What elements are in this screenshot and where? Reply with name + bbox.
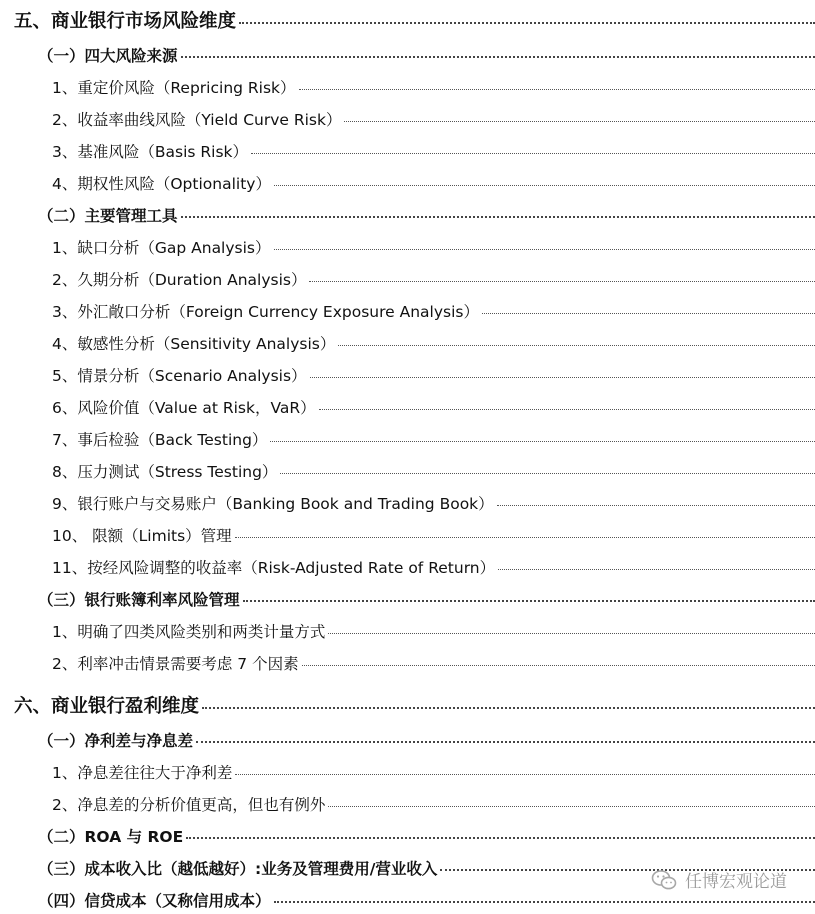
dot-leader: [270, 441, 815, 442]
toc-entry-text: （二）主要管理工具: [38, 207, 178, 225]
dot-leader: [328, 806, 815, 807]
chapter-heading[interactable]: [0, 692, 815, 718]
subsection-item[interactable]: [0, 300, 815, 322]
dot-leader: [482, 313, 815, 314]
dot-leader: [235, 537, 815, 538]
dot-leader: [235, 774, 815, 775]
subsection-item[interactable]: [0, 761, 815, 783]
dot-leader: [239, 22, 815, 24]
toc-entry-text: （一）四大风险来源: [38, 47, 178, 65]
chapter-heading[interactable]: [0, 7, 815, 33]
dot-leader: [280, 473, 815, 474]
subsection-item[interactable]: [0, 428, 815, 450]
dot-leader: [302, 665, 815, 666]
dot-leader: [186, 837, 815, 839]
subsection-item[interactable]: [0, 396, 815, 418]
toc-entry-text: 9、银行账户与交易账户（Banking Book and Trading Book）: [52, 495, 494, 513]
toc-entry-text: 6、风险价值（Value at Risk，VaR）: [52, 399, 316, 417]
section-heading[interactable]: [0, 825, 815, 847]
subsection-item[interactable]: [0, 172, 815, 194]
toc-entry-text: 1、明确了四类风险类别和两类计量方式: [52, 623, 326, 641]
dot-leader: [319, 409, 815, 410]
dot-leader: [274, 185, 815, 186]
subsection-item[interactable]: [0, 793, 815, 815]
toc-entry-text: 3、外汇敞口分析（Foreign Currency Exposure Analysis）: [52, 303, 479, 321]
section-heading[interactable]: [0, 44, 815, 66]
subsection-item[interactable]: [0, 652, 815, 674]
toc-entry-text: 4、敏感性分析（Sensitivity Analysis）: [52, 335, 336, 353]
subsection-item[interactable]: [0, 108, 815, 130]
dot-leader: [344, 121, 815, 122]
section-heading[interactable]: [0, 729, 815, 751]
subsection-item[interactable]: [0, 76, 815, 98]
dot-leader: [299, 89, 815, 90]
dot-leader: [338, 345, 815, 346]
dot-leader: [309, 281, 815, 282]
toc-entry-text: 7、事后检验（Back Testing）: [52, 431, 268, 449]
dot-leader: [251, 153, 815, 154]
toc-entry-text: （一）净利差与净息差: [38, 732, 194, 750]
section-heading[interactable]: [0, 204, 815, 226]
subsection-item[interactable]: [0, 460, 815, 482]
dot-leader: [243, 600, 815, 602]
subsection-item[interactable]: [0, 524, 815, 546]
watermark: [651, 867, 787, 892]
toc-entry-text: 五、商业银行市场风险维度: [14, 11, 237, 32]
toc-entry-text: 2、久期分析（Duration Analysis）: [52, 271, 307, 289]
subsection-item[interactable]: [0, 620, 815, 642]
dot-leader: [202, 707, 815, 709]
subsection-item[interactable]: [0, 236, 815, 258]
wechat-icon: [651, 869, 677, 891]
toc-entry-text: 1、重定价风险（Repricing Risk）: [52, 79, 296, 97]
subsection-item[interactable]: [0, 268, 815, 290]
dot-leader: [181, 216, 815, 218]
toc-entry-text: 10、 限额（Limits）管理: [52, 527, 232, 545]
section-heading[interactable]: [0, 889, 815, 911]
dot-leader: [274, 249, 815, 250]
toc-entry-text: 11、按经风险调整的收益率（Risk-Adjusted Rate of Return）: [52, 559, 496, 577]
section-heading[interactable]: [0, 588, 815, 610]
dot-leader: [498, 569, 815, 570]
toc-entry-text: （四）信贷成本（又称信用成本）: [38, 892, 271, 910]
toc-entry-text: 5、情景分析（Scenario Analysis）: [52, 367, 307, 385]
toc-entry-text: 4、期权性风险（Optionality）: [52, 175, 271, 193]
subsection-item[interactable]: [0, 364, 815, 386]
dot-leader: [181, 56, 815, 58]
toc-entry-text: 六、商业银行盈利维度: [14, 696, 200, 717]
watermark-text: 任博宏观论道: [685, 872, 787, 892]
toc-entry-text: 1、净息差往往大于净利差: [52, 764, 233, 782]
toc-entry-text: （三）银行账簿利率风险管理: [38, 591, 240, 609]
toc-entry-text: 8、压力测试（Stress Testing）: [52, 463, 278, 481]
dot-leader: [274, 901, 815, 903]
toc-entry-text: （二）ROA 与 ROE: [38, 828, 184, 846]
toc-entry-text: 2、利率冲击情景需要考虑 7 个因素: [52, 655, 299, 673]
toc-entry-text: 3、基准风险（Basis Risk）: [52, 143, 249, 161]
dot-leader: [310, 377, 815, 378]
dot-leader: [497, 505, 815, 506]
subsection-item[interactable]: [0, 556, 815, 578]
subsection-item[interactable]: [0, 140, 815, 162]
subsection-item[interactable]: [0, 492, 815, 514]
toc-entry-text: 1、缺口分析（Gap Analysis）: [52, 239, 271, 257]
dot-leader: [196, 741, 815, 743]
toc-entry-text: 2、净息差的分析价值更高，但也有例外: [52, 796, 326, 814]
toc-entry-text: 2、收益率曲线风险（Yield Curve Risk）: [52, 111, 342, 129]
subsection-item[interactable]: [0, 332, 815, 354]
dot-leader: [328, 633, 815, 634]
toc-entry-text: （三）成本收入比（越低越好）:业务及管理费用/营业收入: [38, 860, 438, 878]
